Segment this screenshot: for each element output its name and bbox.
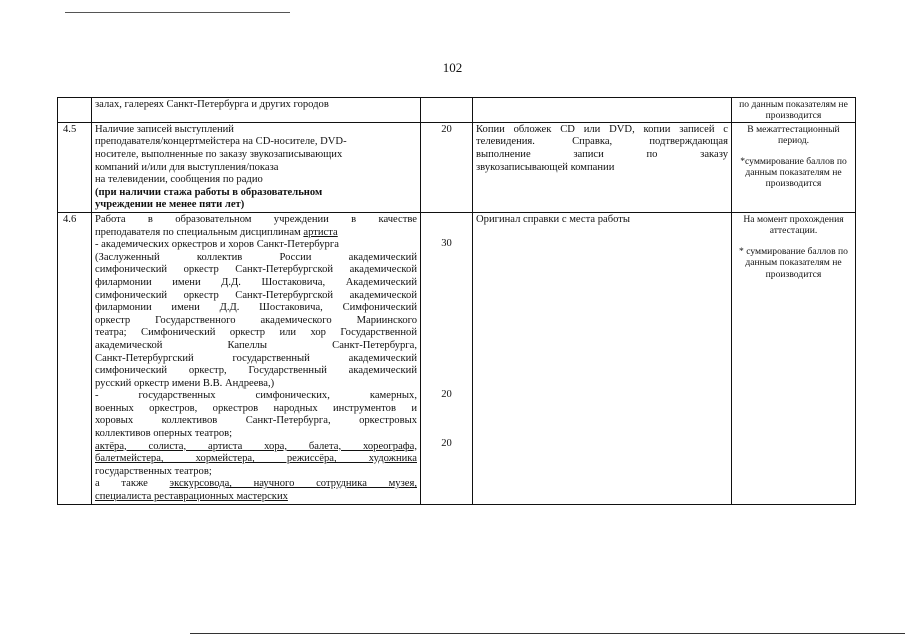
points-value: 20 (441, 388, 452, 400)
criterion-line: Санкт-Петербургский государственный академический (95, 352, 417, 364)
criterion-line: академической Капеллы Санкт-Петербурга, (95, 339, 417, 351)
criterion-line: носителе, выполненные по заказу звукозаписывающих (95, 149, 343, 160)
row-number-cell (58, 98, 92, 123)
note-period: В межаттестационный период. (747, 123, 840, 147)
note-summation: * суммирование баллов по данным показателям не производится (739, 245, 848, 280)
criterion-line: Наличие записей выступлений (95, 123, 234, 135)
top-rule (65, 12, 290, 13)
criterion-line: русский оркестр имени В.В. Андреева,) (95, 377, 275, 389)
table-row (58, 98, 856, 123)
documents-cell (473, 122, 732, 212)
criterion-line: симфонический оркестр, Государственный академический (95, 365, 417, 377)
documents-cell (473, 98, 732, 123)
criterion-line: театра; Симфонический оркестр или хор Государственной (95, 327, 417, 339)
criterion-line: симфонический оркестр Санкт-Петербургской академической (95, 264, 417, 276)
criterion-line: филармонии имени Д.Д. Шостаковича, Симфонический (95, 302, 417, 314)
table-row (58, 122, 856, 212)
criterion-line: государственных театров; (95, 465, 212, 477)
criterion-line: коллективов оперных театров; (95, 428, 233, 440)
note-cell (732, 212, 856, 504)
points-cell: 20 (421, 122, 473, 212)
state-orchestras-block (95, 390, 417, 440)
criterion-condition: учреждении не менее пяти лет) (95, 199, 245, 211)
criterion-cell (92, 122, 421, 212)
note-cell (732, 122, 856, 212)
criterion-line: - государственных симфонических, камерных, (95, 390, 417, 402)
criterion-line: военных оркестров, оркестров народных инструментов и (95, 402, 417, 414)
documents-line: телевидения. Справка, подтверждающая (476, 136, 728, 148)
criterion-line: (Заслуженный коллектив России академический (95, 251, 417, 263)
points-cell (421, 98, 473, 123)
points-cell (421, 212, 473, 504)
criterion-condition: (при наличии стажа работы в образовательном (95, 186, 323, 198)
criterion-line (95, 227, 417, 240)
criterion-line: симфонический оркестр Санкт-Петербургской академической (95, 289, 417, 301)
note-cell: по данным показателям не производится (732, 98, 856, 123)
criterion-underlined: актёра, солиста, артиста хора, балета, хореографа, (95, 440, 417, 452)
note-period: На момент прохождения аттестации. (743, 213, 844, 237)
documents-line: звукозаписывающей компании (476, 161, 615, 173)
criterion-line (95, 478, 417, 491)
documents-line: выполнение записи по заказу (476, 149, 728, 160)
note-summation: *суммирование баллов по данным показателям не производится (740, 155, 847, 190)
documents-line: Копии обложек CD или DVD, копии записей с (476, 123, 728, 135)
points-value: 30 (441, 237, 452, 249)
criterion-cell (92, 212, 421, 504)
criterion-text: а также (95, 478, 170, 490)
criterion-line: на телевидении, сообщения по радио (95, 174, 263, 186)
criterion-underlined: специалиста реставрационных мастерских (95, 491, 288, 503)
theatre-block (95, 441, 417, 479)
bottom-rule (190, 633, 905, 634)
criterion-line: компаний и/или для выступления/показа (95, 161, 279, 173)
criterion-line: преподавателя/концертмейстера на CD-носителе, DVD- (95, 136, 347, 148)
criterion-cell: залах, галереях Санкт-Петербурга и других городов (92, 98, 421, 123)
criteria-table (57, 97, 856, 505)
row-number-cell: 4.5 (58, 122, 92, 212)
criterion-line: Работа в образовательном учреждении в качестве (95, 213, 417, 225)
points-value: 20 (441, 438, 452, 450)
museum-block (95, 478, 417, 503)
table-row (58, 212, 856, 504)
row-number-cell: 4.6 (58, 212, 92, 504)
documents-cell: Оригинал справки с места работы (473, 212, 732, 504)
page-number: 102 (442, 60, 463, 75)
criterion-underlined: экскурсовода, научного сотрудника музея, (169, 478, 417, 490)
criterion-underlined: артиста (303, 226, 338, 238)
criterion-line: - академических оркестров и хоров Санкт-Петербурга (95, 239, 339, 251)
orchestras-block (95, 239, 417, 390)
criterion-line: оркестр Государственного академического Мариинского (95, 314, 417, 326)
criterion-underlined: балетмейстера, хормейстера, режиссёра, художника (95, 453, 417, 465)
criterion-line: хоровых коллективов Санкт-Петербурга, оркестровых (95, 415, 417, 427)
criterion-line: филармонии имени Д.Д. Шостаковича, Академический (95, 276, 417, 288)
criterion-text: преподавателя по специальным дисциплинам (95, 226, 304, 238)
